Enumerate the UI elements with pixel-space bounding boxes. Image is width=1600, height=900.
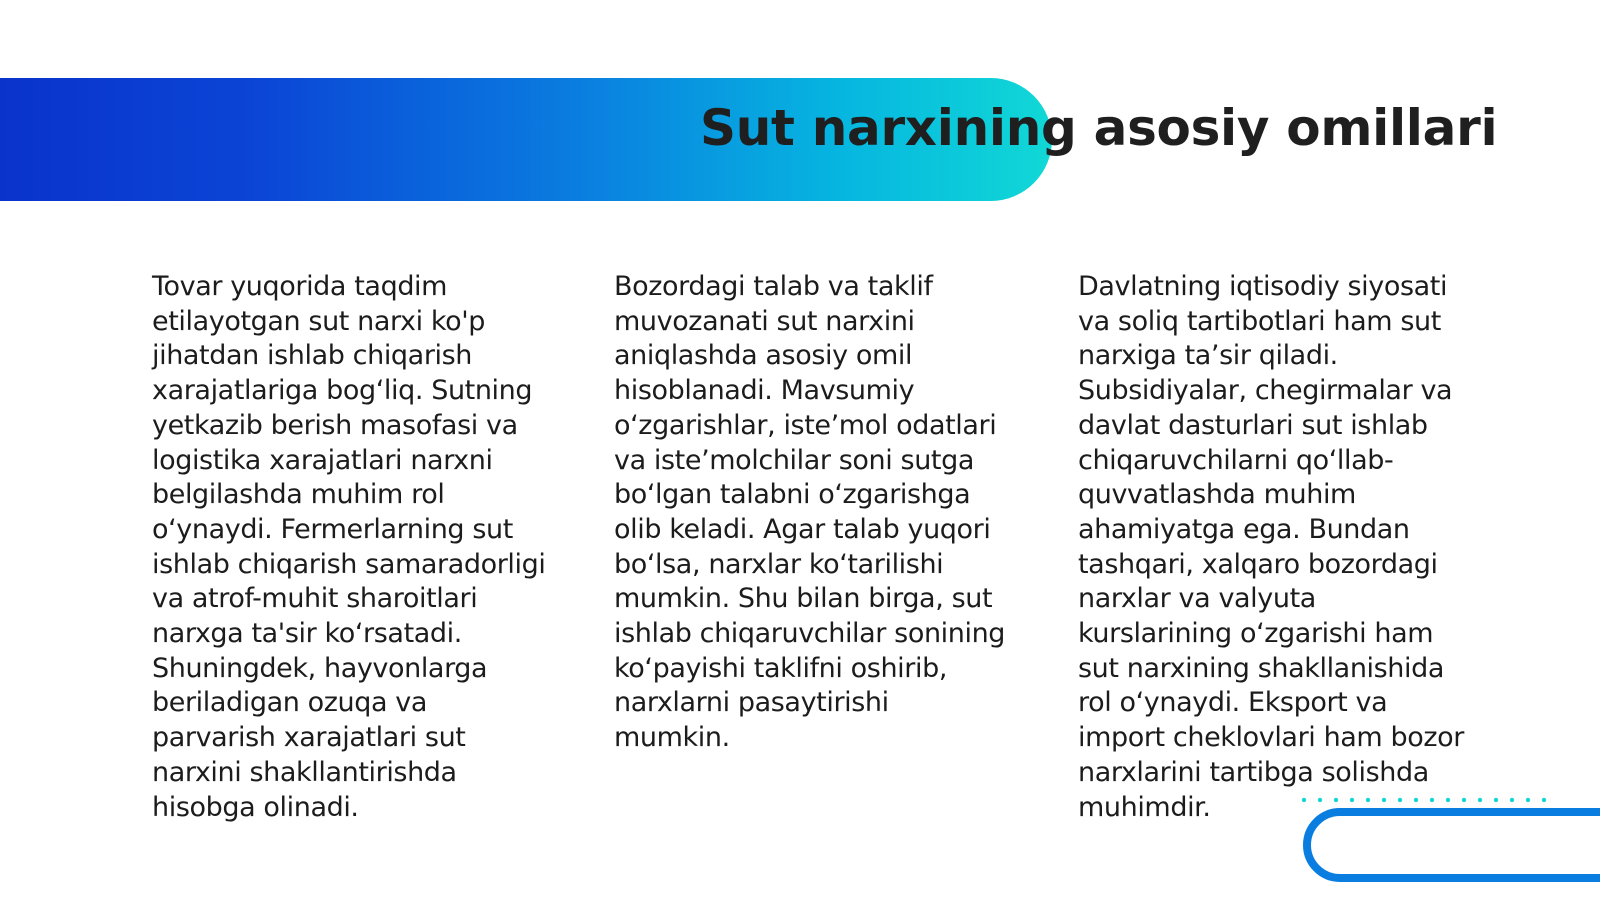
text-column-3: Davlatning iqtisodiy siyosati va soliq tartibotlari ham sut narxiga ta’sir qiladi. Subsidiyalar, chegirmalar va davlat dasturlari sut ishlab chiqaruvchilarni qo‘llab-quvvatlashda muhim ahamiyatga ega. Bundan tashqari, xalqaro bozordagi narxlar va valyuta kurslarining o‘zgarishi ham sut narxining shakllanishida rol o‘ynaydi. Eksport va import cheklovlari ham bozor narxlarini tartibga solishda muhimdir. — [1078, 271, 1464, 823]
slide-title: Sut narxining asosiy omillari — [700, 99, 1498, 157]
text-column-2: Bozordagi talab va taklif muvozanati sut narxini aniqlashda asosiy omil hisoblanadi. Mavsumiy o‘zgarishlar, iste’mol odatlari va iste’molchilar soni sutga bo‘lgan talabni o‘zgarishga olib keladi. Agar talab yuqori bo‘lsa, narxlar ko‘tarilishi mumkin. Shu bilan birga, sut ishlab chiqaruvchilar sonining ko‘payishi taklifni oshirib, narxlarni pasaytirishi mumkin. — [614, 271, 1006, 754]
text-column-1: Tovar yuqorida taqdim etilayotgan sut narxi ko'p jihatdan ishlab chiqarish xarajatlariga bog‘liq. Sutning yetkazib berish masofasi va logistika xarajatlari narxni belgilashda muhim rol o‘ynaydi. Fermerlarning sut ishlab chiqarish samaradorligi va atrof-muhit sharoitlari narxga ta'sir ko‘rsatadi. Shuningdek, hayvonlarga beriladigan ozuqa va parvarish xarajatlari sut narxini shakllantirishda hisobga olinadi. — [152, 271, 546, 823]
